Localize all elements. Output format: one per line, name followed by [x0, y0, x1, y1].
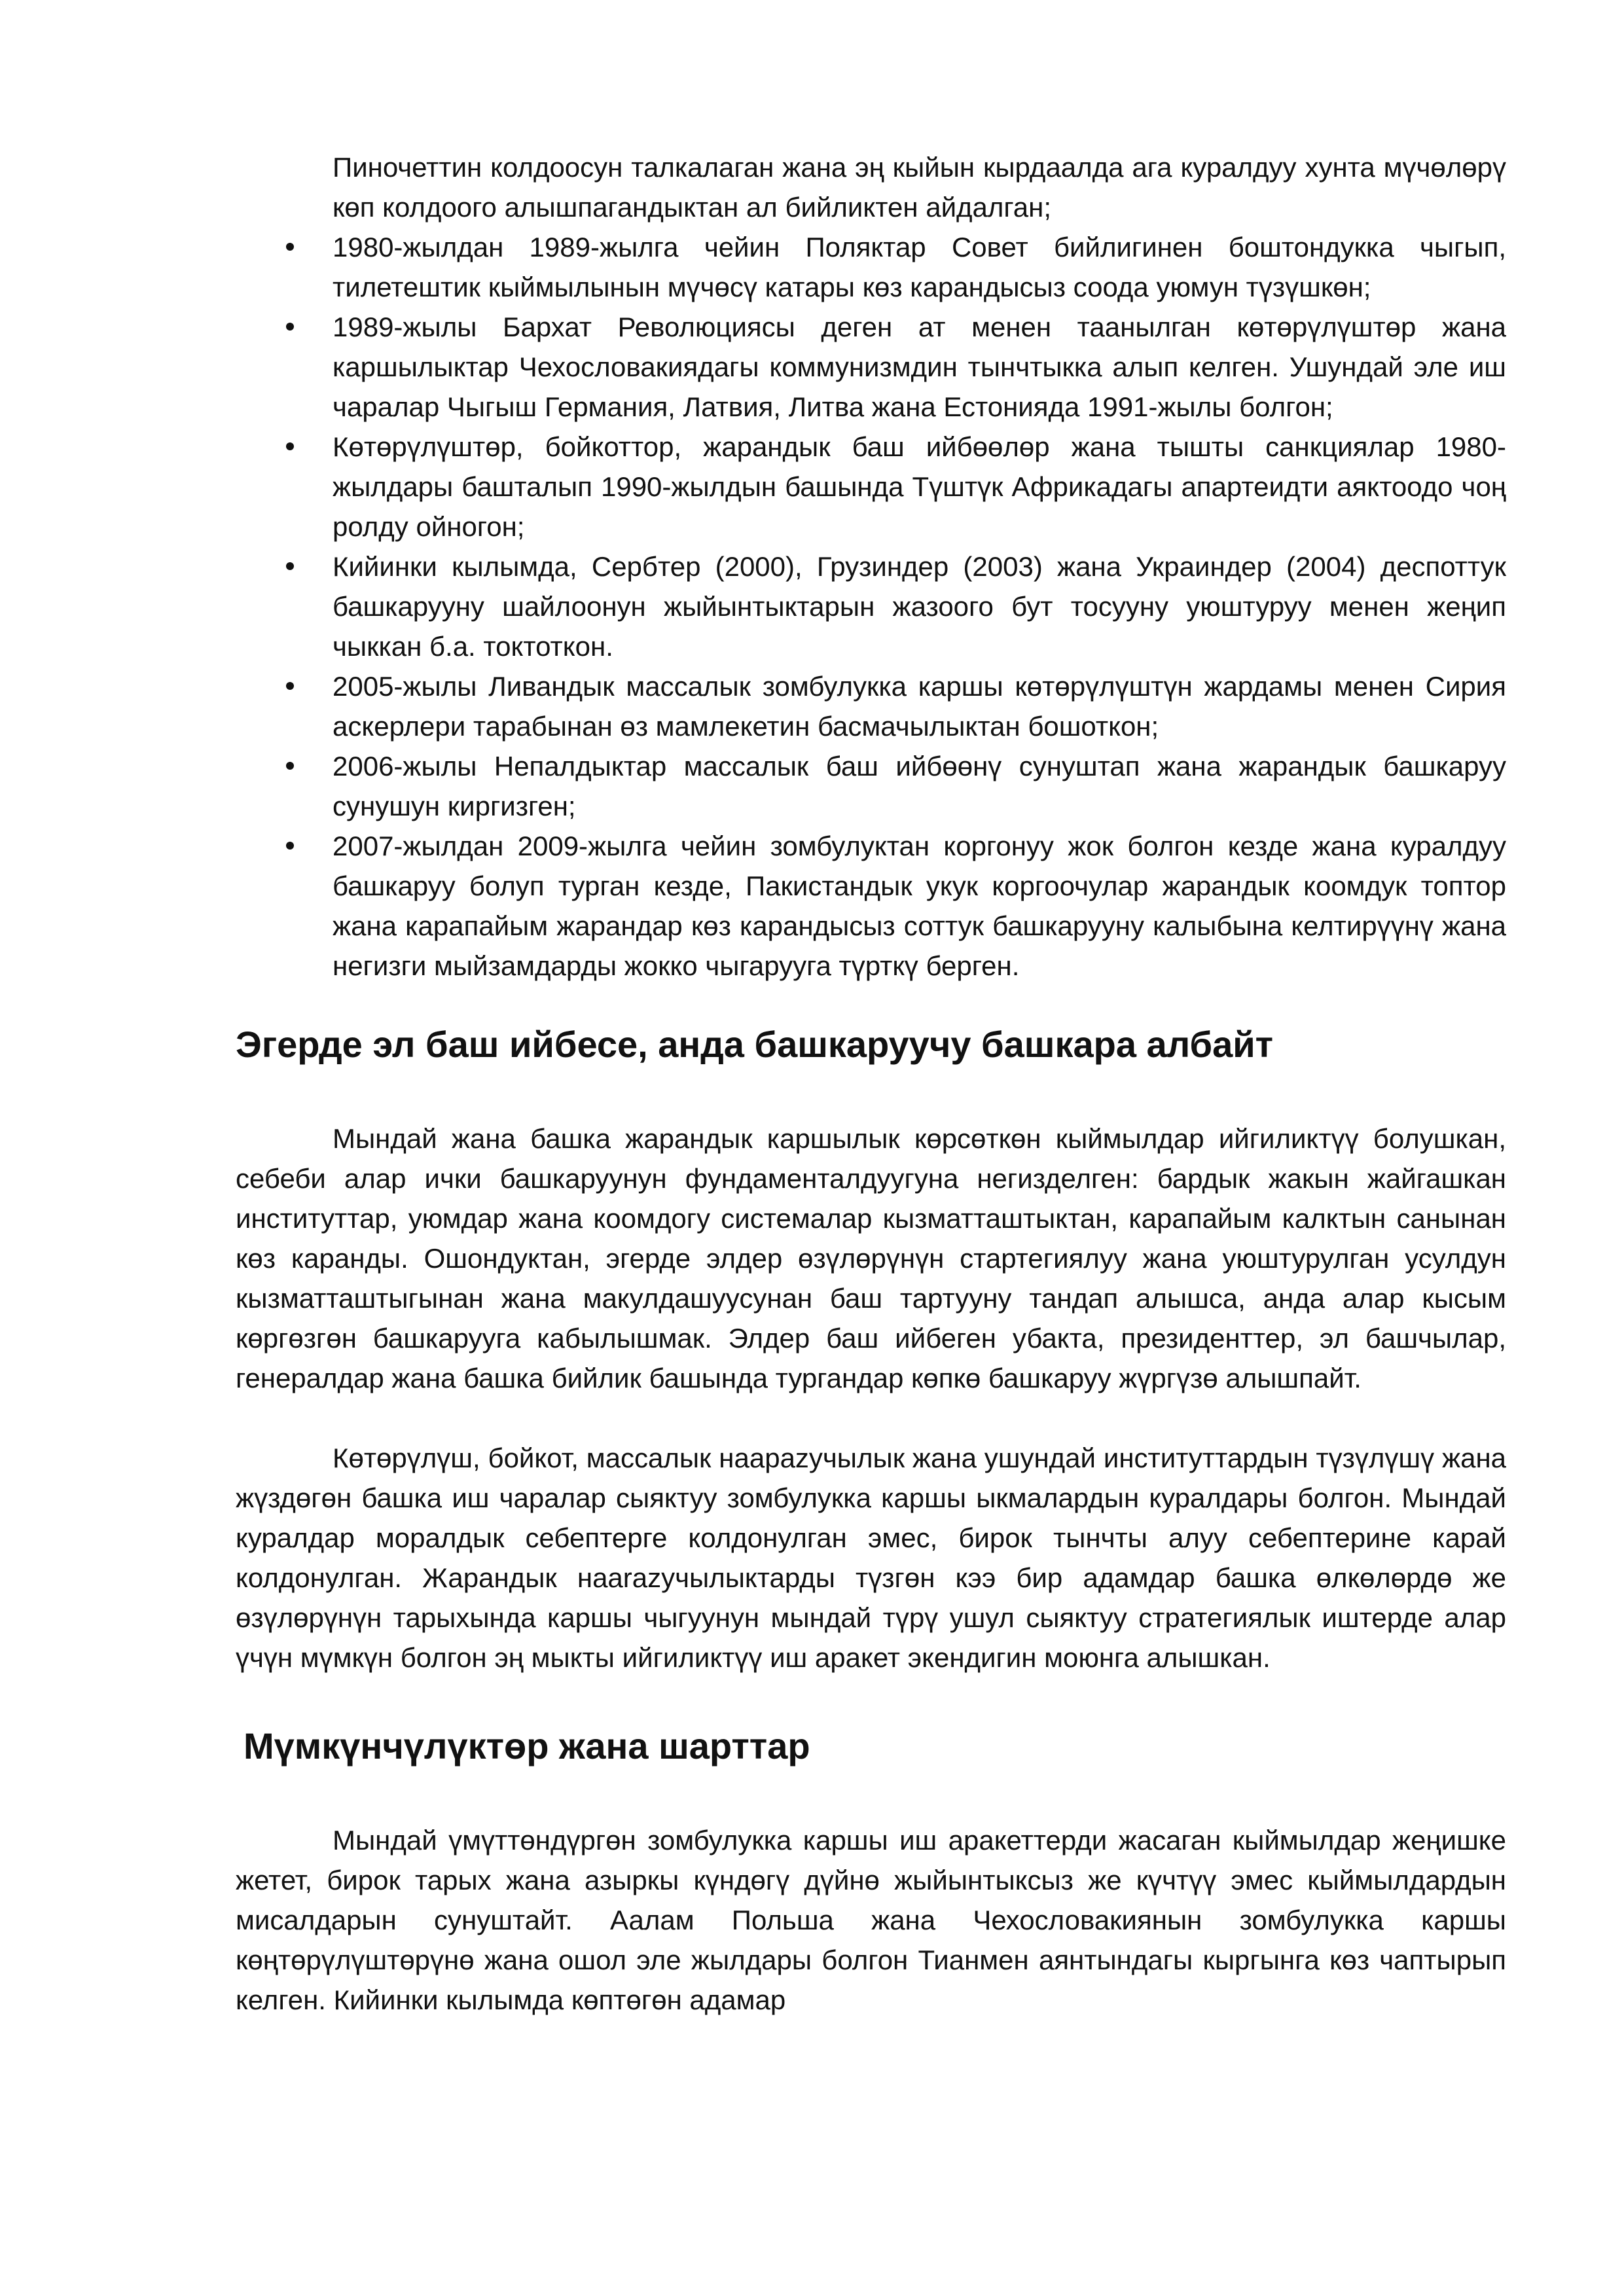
list-item-text: Көтөрүлүштөр, бойкоттор, жарандык баш ийбөөлөр жана тышты санкциялар 1980-жылдары башталып 1990-жылдын башында Түштүк Африкадагы апартеидти аяктоодо чоң ролду ойногон; [333, 431, 1506, 542]
list-item [236, 307, 1506, 427]
paragraph: Көтөрүлүш, бойкот, массалык наарazyчылык жана ушундай институттардын түзүлүшү жана жүздөгөн башка иш чаралар сыяктуу зомбулукка каршы ыкмалардын куралдары болгон. Мындай куралдар моралдык себептерге колдонулган эмес, бирок тынчты алуу себептерине карай колдонулган. Жарандык наarazyчылыктарды түзгөн кээ бир адамдар башка өлкөлөрдө же өзүлөрүнүн тарыхында каршы чыгуунун мындай түрү ушул сыяктуу стратегиялык иштерде алар үчүн мүмкүн болгон эң мыкты ийгиликтүү иш аракет экендигин моюнга алышкан. [236, 1443, 1506, 1673]
list-item [236, 227, 1506, 307]
list-item-text: 2006-жылы Непалдыктар массалык баш ийбөөнү сунуштап жана жарандык башкаруу сунушун киргизген; [333, 751, 1506, 821]
paragraph: Мындай жана башка жарандык каршылык көрсөткөн кыймылдар ийгиликтүү болушкан, себеби алар ички башкаруунун фундаменталдуугуна негизделген: бардык жакын жайгашкан институттар, уюмдар жана коомдогу системалар кызматташтыктан, карапайым калктын санынан көз каранды. Ошондуктан, эгерде элдер өзүлөрүнүн стартегиялуу жана уюштурулган усулдун кызматташтыгынан жана макулдашуусунан баш тартууну тандап алышса, анда алар кысым көргөзгөн башкарууга кабылышмак. Элдер баш ийбеген убакта, президенттер, эл башчылар, генералдар жана башка бийлик башында тургандар көпкө башкаруу жүргүзө алышпайт. [236, 1123, 1506, 1393]
list-item-text: 1989-жылы Бархат Революциясы деген ат менен таанылган көтөрүлүштөр жана каршылыктар Чехословакиядагы коммунизмдин тынчтыкка алып келген. Ушундай эле иш чаралар Чыгыш Германия, Латвия, Литва жана Естонияда 1991-жылы болгон; [333, 312, 1506, 422]
bullet-icon [286, 762, 294, 770]
list-item [236, 427, 1506, 547]
list-item [236, 666, 1506, 746]
list-item [236, 547, 1506, 666]
list-item-text: Кийинки кылымда, Сербтер (2000), Грузиндер (2003) жана Украиндер (2004) деспоттук башкарууну шайлоонун жыйынтыктарын жазоого бут тосууну уюштуруу менен жеңип чыккан б.а. токтоткон. [333, 551, 1506, 662]
list-item-text: 2007-жылдан 2009-жылга чейин зомбулуктан коргонуу жок болгон кезде жана куралдуу башкаруу болуп турган кезде, Пакистандык укук коргоочулар жарандык коомдук топтор жана карапайым жарандар көз карандысыз соттук башкарууну калыбына келтирүүнү жана негизги мыйзамдарды жокко чыгарууга түрткү берген. [333, 831, 1506, 981]
bullet-list [236, 227, 1506, 986]
bullet-icon [286, 562, 294, 570]
list-item [236, 826, 1506, 986]
list-item-text: 1980-жылдан 1989-жылга чейин Поляктар Совет бийлигинен боштондукка чыгып, тилетештик кыймылынын мүчөсү катары көз карандысыз соода уюмун түзүшкөн; [333, 232, 1506, 302]
bullet-icon [286, 842, 294, 850]
paragraph: Мындай үмүттөндүргөн зомбулукка каршы иш аракеттерди жасаган кыймылдар жеңишке жетет, бирок тарых жана азыркы күндөгү дүйнө жыйынтыксыз же күчтүү эмес кыймылдардын мисалдарын сунуштайт. Аалам Польша жана Чехословакиянын зомбулукка каршы көңтөрүлүштөрүнө жана ошол эле жылдары болгон Тианмен аянтындагы кыргынга көз чаптырып келген. Кийинки кылымда көптөгөн адамар [236, 1825, 1506, 2015]
bullet-icon [286, 442, 294, 450]
bullet-icon [286, 323, 294, 331]
intro-continuation: Пиночеттин колдоосун талкалаган жана эң кыйын кырдаалда ага куралдуу хунта мүчөлөрү көп колдоого алышпагандыктан ал бийликтен айдалган; [333, 152, 1506, 223]
section-heading-obedience: Эгерде эл баш ийбесе, анда башкаруучу башкара албайт [236, 1024, 1274, 1065]
section-heading-opportunities: Мүмкүнчүлүктөр жана шарттар [244, 1725, 810, 1767]
list-item-text: 2005-жылы Ливандык массалык зомбулукка каршы көтөрүлүштүн жардамы менен Сирия аскерлери тарабынан өз мамлекетин басмачылыктан бошоткон; [333, 671, 1506, 742]
bullet-icon [286, 243, 294, 251]
list-item [236, 746, 1506, 826]
bullet-icon [286, 682, 294, 690]
